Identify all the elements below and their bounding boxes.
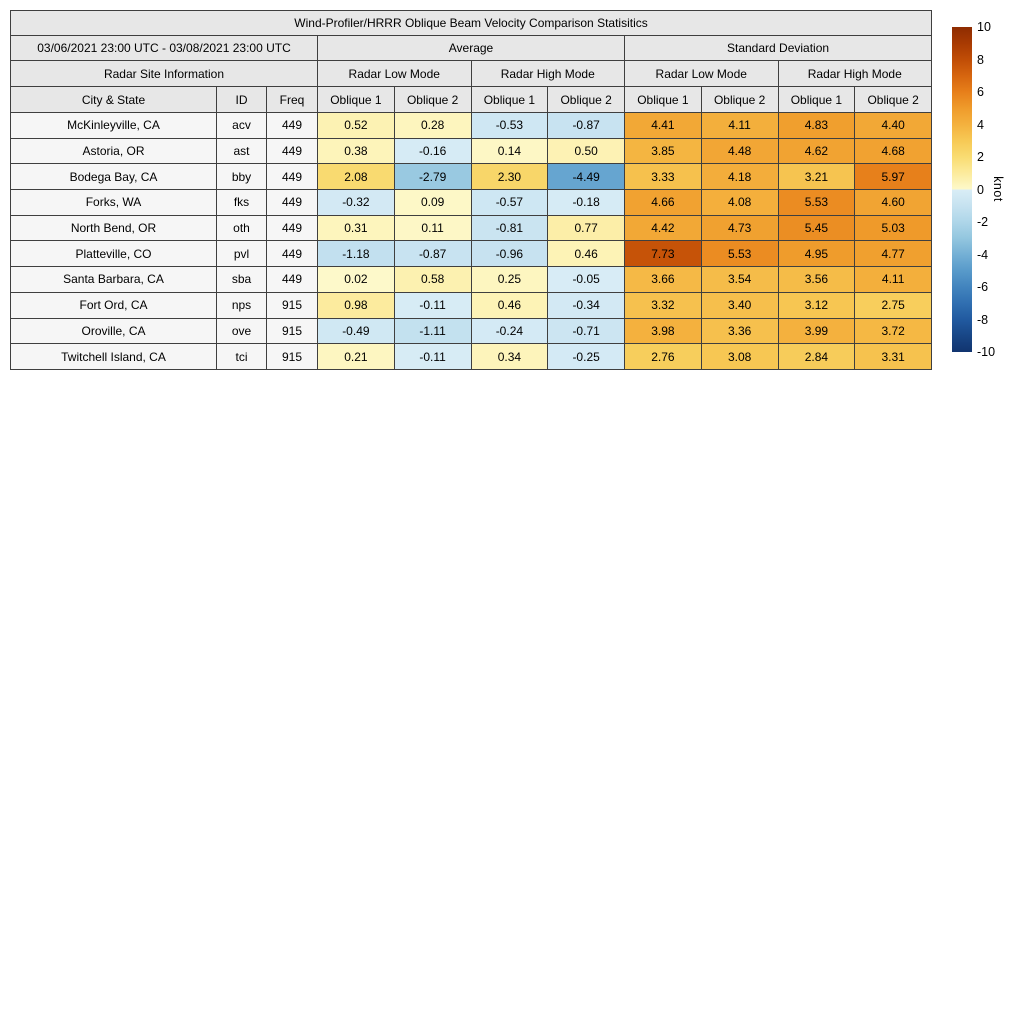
col-header-id: ID: [217, 87, 267, 113]
freq-cell: 449: [267, 215, 318, 241]
value-cell: 4.11: [855, 267, 932, 293]
value-cell: -1.18: [318, 241, 395, 267]
colorbar-tick-label: 4: [977, 117, 984, 132]
mode-header-avg-high: Radar High Mode: [471, 61, 625, 87]
value-cell: 3.85: [625, 138, 702, 164]
freq-cell: 915: [267, 344, 318, 370]
value-cell: 0.25: [471, 267, 548, 293]
value-cell: 0.50: [548, 138, 625, 164]
value-cell: 4.42: [625, 215, 702, 241]
value-cell: 3.99: [778, 318, 855, 344]
value-cell: 4.40: [855, 113, 932, 139]
value-cell: -1.11: [394, 318, 471, 344]
city-cell: McKinleyville, CA: [11, 113, 217, 139]
value-cell: -0.25: [548, 344, 625, 370]
col-header-oblique-1: Oblique 1: [778, 87, 855, 113]
colorbar-tick-label: 2: [977, 149, 984, 164]
value-cell: 5.53: [701, 241, 778, 267]
value-cell: 7.73: [625, 241, 702, 267]
value-cell: 4.77: [855, 241, 932, 267]
value-cell: 3.98: [625, 318, 702, 344]
id-cell: ove: [217, 318, 267, 344]
colorbar-tick-label: -2: [977, 214, 989, 229]
value-cell: 0.52: [318, 113, 395, 139]
city-cell: Oroville, CA: [11, 318, 217, 344]
id-cell: bby: [217, 164, 267, 190]
col-header-oblique-1: Oblique 1: [471, 87, 548, 113]
id-cell: fks: [217, 190, 267, 216]
column-header-row: [11, 87, 932, 113]
col-header-oblique-2: Oblique 2: [701, 87, 778, 113]
value-cell: 4.73: [701, 215, 778, 241]
value-cell: -0.05: [548, 267, 625, 293]
value-cell: 4.95: [778, 241, 855, 267]
colorbar-tick-label: -6: [977, 279, 989, 294]
freq-cell: 449: [267, 267, 318, 293]
mode-header-avg-low: Radar Low Mode: [318, 61, 472, 87]
id-cell: pvl: [217, 241, 267, 267]
city-cell: Forks, WA: [11, 190, 217, 216]
value-cell: -0.34: [548, 292, 625, 318]
mode-header-std-high: Radar High Mode: [778, 61, 932, 87]
colorbar-unit-label: knot: [991, 176, 1005, 202]
mode-header-std-low: Radar Low Mode: [625, 61, 779, 87]
value-cell: -0.53: [471, 113, 548, 139]
freq-cell: 915: [267, 292, 318, 318]
value-cell: 2.84: [778, 344, 855, 370]
value-cell: 4.41: [625, 113, 702, 139]
value-cell: 0.38: [318, 138, 395, 164]
value-cell: 0.14: [471, 138, 548, 164]
value-cell: 0.77: [548, 215, 625, 241]
freq-cell: 449: [267, 138, 318, 164]
value-cell: 2.76: [625, 344, 702, 370]
colorbar-tick-label: 6: [977, 84, 984, 99]
colorbar-tick-label: 10: [977, 19, 991, 34]
value-cell: -0.81: [471, 215, 548, 241]
city-cell: Twitchell Island, CA: [11, 344, 217, 370]
col-header-city-state: City & State: [11, 87, 217, 113]
colorbar-tick-label: -8: [977, 312, 989, 327]
value-cell: -0.57: [471, 190, 548, 216]
freq-cell: 449: [267, 190, 318, 216]
value-cell: -0.96: [471, 241, 548, 267]
value-cell: 0.46: [471, 292, 548, 318]
value-cell: 0.31: [318, 215, 395, 241]
col-header-oblique-2: Oblique 2: [394, 87, 471, 113]
table-row: [11, 190, 932, 216]
group-header-row: [11, 36, 932, 61]
freq-cell: 449: [267, 164, 318, 190]
value-cell: 3.54: [701, 267, 778, 293]
date-range: 03/06/2021 23:00 UTC - 03/08/2021 23:00 UTC: [11, 36, 318, 61]
value-cell: 2.75: [855, 292, 932, 318]
colorbar-tick-label: -10: [977, 344, 996, 359]
table-row: [11, 292, 932, 318]
value-cell: 3.08: [701, 344, 778, 370]
freq-cell: 915: [267, 318, 318, 344]
value-cell: 0.11: [394, 215, 471, 241]
value-cell: 0.46: [548, 241, 625, 267]
value-cell: -0.16: [394, 138, 471, 164]
value-cell: -0.32: [318, 190, 395, 216]
table-row: [11, 267, 932, 293]
value-cell: 4.66: [625, 190, 702, 216]
col-header-oblique-2: Oblique 2: [548, 87, 625, 113]
id-cell: acv: [217, 113, 267, 139]
colorbar-tick-label: -4: [977, 247, 989, 262]
city-cell: North Bend, OR: [11, 215, 217, 241]
value-cell: 0.34: [471, 344, 548, 370]
value-cell: -0.24: [471, 318, 548, 344]
table-row: [11, 138, 932, 164]
table-title: Wind-Profiler/HRRR Oblique Beam Velocity Comparison Statisitics: [11, 11, 932, 36]
city-cell: Fort Ord, CA: [11, 292, 217, 318]
value-cell: 4.60: [855, 190, 932, 216]
value-cell: -2.79: [394, 164, 471, 190]
value-cell: 3.56: [778, 267, 855, 293]
value-cell: 0.58: [394, 267, 471, 293]
freq-cell: 449: [267, 113, 318, 139]
city-cell: Astoria, OR: [11, 138, 217, 164]
id-cell: tci: [217, 344, 267, 370]
value-cell: 3.66: [625, 267, 702, 293]
value-cell: 2.30: [471, 164, 548, 190]
value-cell: -4.49: [548, 164, 625, 190]
group-header-standard-deviation: Standard Deviation: [625, 36, 932, 61]
city-cell: Bodega Bay, CA: [11, 164, 217, 190]
site-info-header: Radar Site Information: [11, 61, 318, 87]
value-cell: 4.83: [778, 113, 855, 139]
value-cell: -0.87: [548, 113, 625, 139]
value-cell: -0.11: [394, 344, 471, 370]
city-cell: Platteville, CO: [11, 241, 217, 267]
value-cell: 0.21: [318, 344, 395, 370]
value-cell: 4.62: [778, 138, 855, 164]
value-cell: 4.18: [701, 164, 778, 190]
value-cell: 3.40: [701, 292, 778, 318]
value-cell: 3.33: [625, 164, 702, 190]
value-cell: -0.11: [394, 292, 471, 318]
value-cell: -0.18: [548, 190, 625, 216]
colorbar: [952, 27, 972, 352]
title-row: [11, 11, 932, 36]
id-cell: nps: [217, 292, 267, 318]
value-cell: 4.11: [701, 113, 778, 139]
id-cell: sba: [217, 267, 267, 293]
value-cell: 0.09: [394, 190, 471, 216]
value-cell: 3.21: [778, 164, 855, 190]
colorbar-tick-label: 8: [977, 52, 984, 67]
value-cell: 3.31: [855, 344, 932, 370]
table-row: [11, 164, 932, 190]
value-cell: 5.53: [778, 190, 855, 216]
value-cell: 2.08: [318, 164, 395, 190]
colorbar-tick-label: 0: [977, 182, 984, 197]
col-header-oblique-2: Oblique 2: [855, 87, 932, 113]
value-cell: 4.48: [701, 138, 778, 164]
col-header-freq: Freq: [267, 87, 318, 113]
table-row: [11, 113, 932, 139]
id-cell: oth: [217, 215, 267, 241]
value-cell: 0.28: [394, 113, 471, 139]
mode-header-row: [11, 61, 932, 87]
city-cell: Santa Barbara, CA: [11, 267, 217, 293]
value-cell: 3.12: [778, 292, 855, 318]
value-cell: -0.49: [318, 318, 395, 344]
value-cell: 4.08: [701, 190, 778, 216]
freq-cell: 449: [267, 241, 318, 267]
value-cell: 3.36: [701, 318, 778, 344]
table-row: [11, 344, 932, 370]
value-cell: -0.71: [548, 318, 625, 344]
value-cell: 3.72: [855, 318, 932, 344]
value-cell: 0.98: [318, 292, 395, 318]
col-header-oblique-1: Oblique 1: [318, 87, 395, 113]
id-cell: ast: [217, 138, 267, 164]
group-header-average: Average: [318, 36, 625, 61]
value-cell: 5.45: [778, 215, 855, 241]
value-cell: 5.03: [855, 215, 932, 241]
value-cell: 5.97: [855, 164, 932, 190]
value-cell: 4.68: [855, 138, 932, 164]
value-cell: -0.87: [394, 241, 471, 267]
stats-table: [10, 10, 932, 370]
value-cell: 0.02: [318, 267, 395, 293]
value-cell: 3.32: [625, 292, 702, 318]
table-row: [11, 318, 932, 344]
table-row: [11, 215, 932, 241]
table-row: [11, 241, 932, 267]
col-header-oblique-1: Oblique 1: [625, 87, 702, 113]
